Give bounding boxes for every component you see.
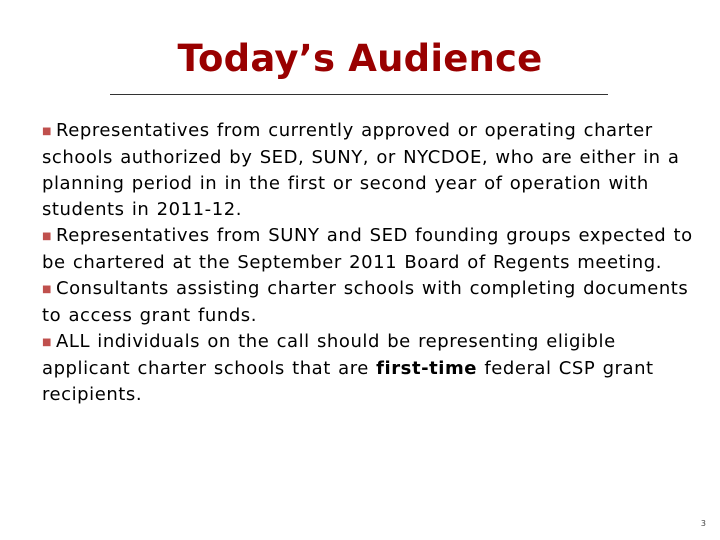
square-bullet-icon: ■ bbox=[42, 284, 52, 295]
bullet-text: Representatives from currently approved or operating charter schools authorized by SED, SUNY, or NYCDOE, who are either in a planning period in in the first or second year of operation with students in 2011-12. bbox=[42, 120, 680, 220]
bullet-text-emphasis: first-time bbox=[376, 358, 478, 379]
bullet-list bbox=[42, 118, 702, 408]
bullet-item bbox=[42, 118, 702, 223]
bullet-text-before: ALL individuals on the call should be representing eligible applicant charter schools that are bbox=[42, 331, 616, 379]
bullet-item bbox=[42, 223, 702, 276]
square-bullet-icon: ■ bbox=[42, 231, 52, 242]
bullet-item bbox=[42, 329, 702, 408]
bullet-text-after: federal CSP grant recipients. bbox=[42, 358, 654, 405]
square-bullet-icon: ■ bbox=[42, 337, 52, 348]
slide-title: Today’s Audience bbox=[177, 37, 543, 80]
bullet-item bbox=[42, 276, 702, 329]
bullet-text: Consultants assisting charter schools with completing documents to access grant funds. bbox=[42, 278, 689, 326]
square-bullet-icon: ■ bbox=[42, 126, 52, 137]
title-underline bbox=[110, 94, 608, 95]
page-number: 3 bbox=[700, 519, 706, 528]
bullet-text: Representatives from SUNY and SED founding groups expected to be chartered at the September 2011 Board of Regents meeting. bbox=[42, 225, 693, 273]
